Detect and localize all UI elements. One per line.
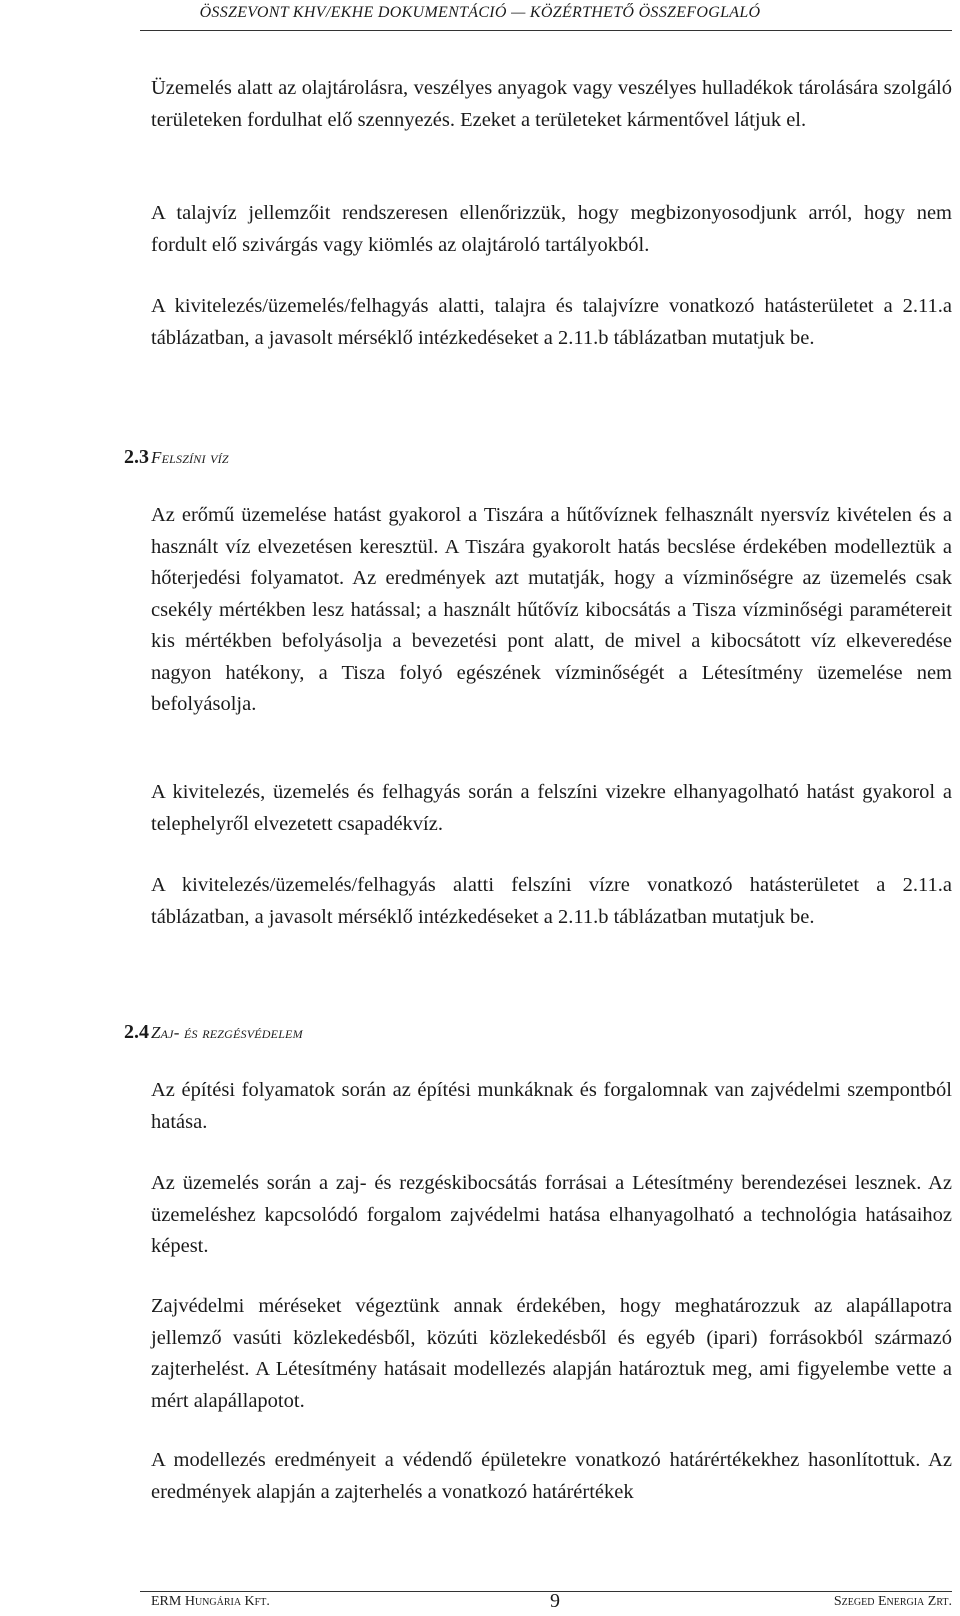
section-2-4-title: Zaj- és rezgésvédelem bbox=[151, 1023, 303, 1042]
footer-company: ERM Hungária Kft. bbox=[151, 1594, 270, 1609]
intro-paragraph-3: A kivitelezés/üzemelés/felhagyás alatti, talajra és talajvízre vonatkozó hatásterületet a 2.11.a táblázatban, a javasolt mérséklő intézkedéseket a 2.11.b táblázatban mutatjuk be. bbox=[151, 295, 952, 349]
section-2-3-paragraph-2: A kivitelezés, üzemelés és felhagyás során a felszíni vizekre elhanyagolható hatást gyakorol a telephelyről elvezetett csapadékvíz. bbox=[151, 781, 952, 835]
intro-paragraph-2: A talajvíz jellemzőit rendszeresen ellenőrizzük, hogy megbizonyosodjunk arról, hogy nem fordult elő szivárgás vagy kiömlés az olajtároló tartályokból. bbox=[151, 202, 952, 256]
header-rule bbox=[140, 30, 952, 31]
section-2-3-title: Felszíni víz bbox=[151, 448, 229, 467]
running-header: ÖSSZEVONT KHV/EKHE DOKUMENTÁCIÓ — KÖZÉRTHETŐ ÖSSZEFOGLALÓ bbox=[199, 4, 761, 21]
footer-client: Szeged Energia Zrt. bbox=[833, 1594, 952, 1609]
intro-paragraph-1: Üzemelés alatt az olajtárolásra, veszélyes anyagok vagy veszélyes hulladékok tárolására szolgáló területeken fordulhat elő szennyezés. Ezeket a területeket kármentővel látjuk el. bbox=[151, 77, 952, 131]
section-2-4-paragraph-2: Az üzemelés során a zaj- és rezgéskibocsátás forrásai a Létesítmény berendezései lesznek. Az üzemeléshez kapcsolódó forgalom zajvédelmi hatása elhanyagolható a technológia hatásaihoz képest. bbox=[151, 1172, 952, 1257]
section-2-4-paragraph-4: A modellezés eredményeit a védendő épületekre vonatkozó határértékekhez hasonlítottuk. Az eredmények alapján a zajterhelés a vonatkozó határértékek bbox=[151, 1449, 952, 1503]
section-2-4-paragraph-1: Az építési folyamatok során az építési munkáknak és forgalomnak van zajvédelmi szempontból hatása. bbox=[151, 1079, 952, 1133]
section-2-3-paragraph-1: Az erőmű üzemelése hatást gyakorol a Tiszára a hűtővíznek felhasznált nyersvíz kivételen és a használt víz elvezetésen keresztül. A Tiszára gyakorolt hatás becslése érdekében modelleztük a hőterjedési folyamatot. Az eredmények azt mutatják, hogy a vízminőségre az üzemelés csak csekély mértékben lesz hatással; a használt hűtővíz kibocsátás a Tisza vízminőségi paramétereit kis mértékben befolyásolja a bevezetési pont alatt, de mivel a kibocsátott víz elkeveredése nagyon hatékony, a Tisza folyó egészének vízminőségét a Létesítmény üzemelése nem befolyásolja. bbox=[151, 504, 952, 715]
section-2-4-paragraph-3: Zajvédelmi méréseket végeztünk annak érdekében, hogy meghatározzuk az alapállapotra jellemző vasúti közlekedésből, közúti közlekedésből és egyéb (ipari) forrásokból származó zajterhelést. A Létesítmény hatásait modellezés alapján határoztuk meg, ami figyelembe vette a mért alapállapotot. bbox=[151, 1295, 952, 1412]
section-2-3-number: 2.3 bbox=[124, 446, 149, 468]
page-number: 9 bbox=[550, 1590, 560, 1612]
section-2-3-paragraph-3: A kivitelezés/üzemelés/felhagyás alatti felszíni vízre vonatkozó hatásterületet a 2.11.a táblázatban, a javasolt mérséklő intézkedéseket a 2.11.b táblázatban mutatjuk be. bbox=[151, 874, 952, 928]
section-2-4-number: 2.4 bbox=[124, 1021, 149, 1043]
